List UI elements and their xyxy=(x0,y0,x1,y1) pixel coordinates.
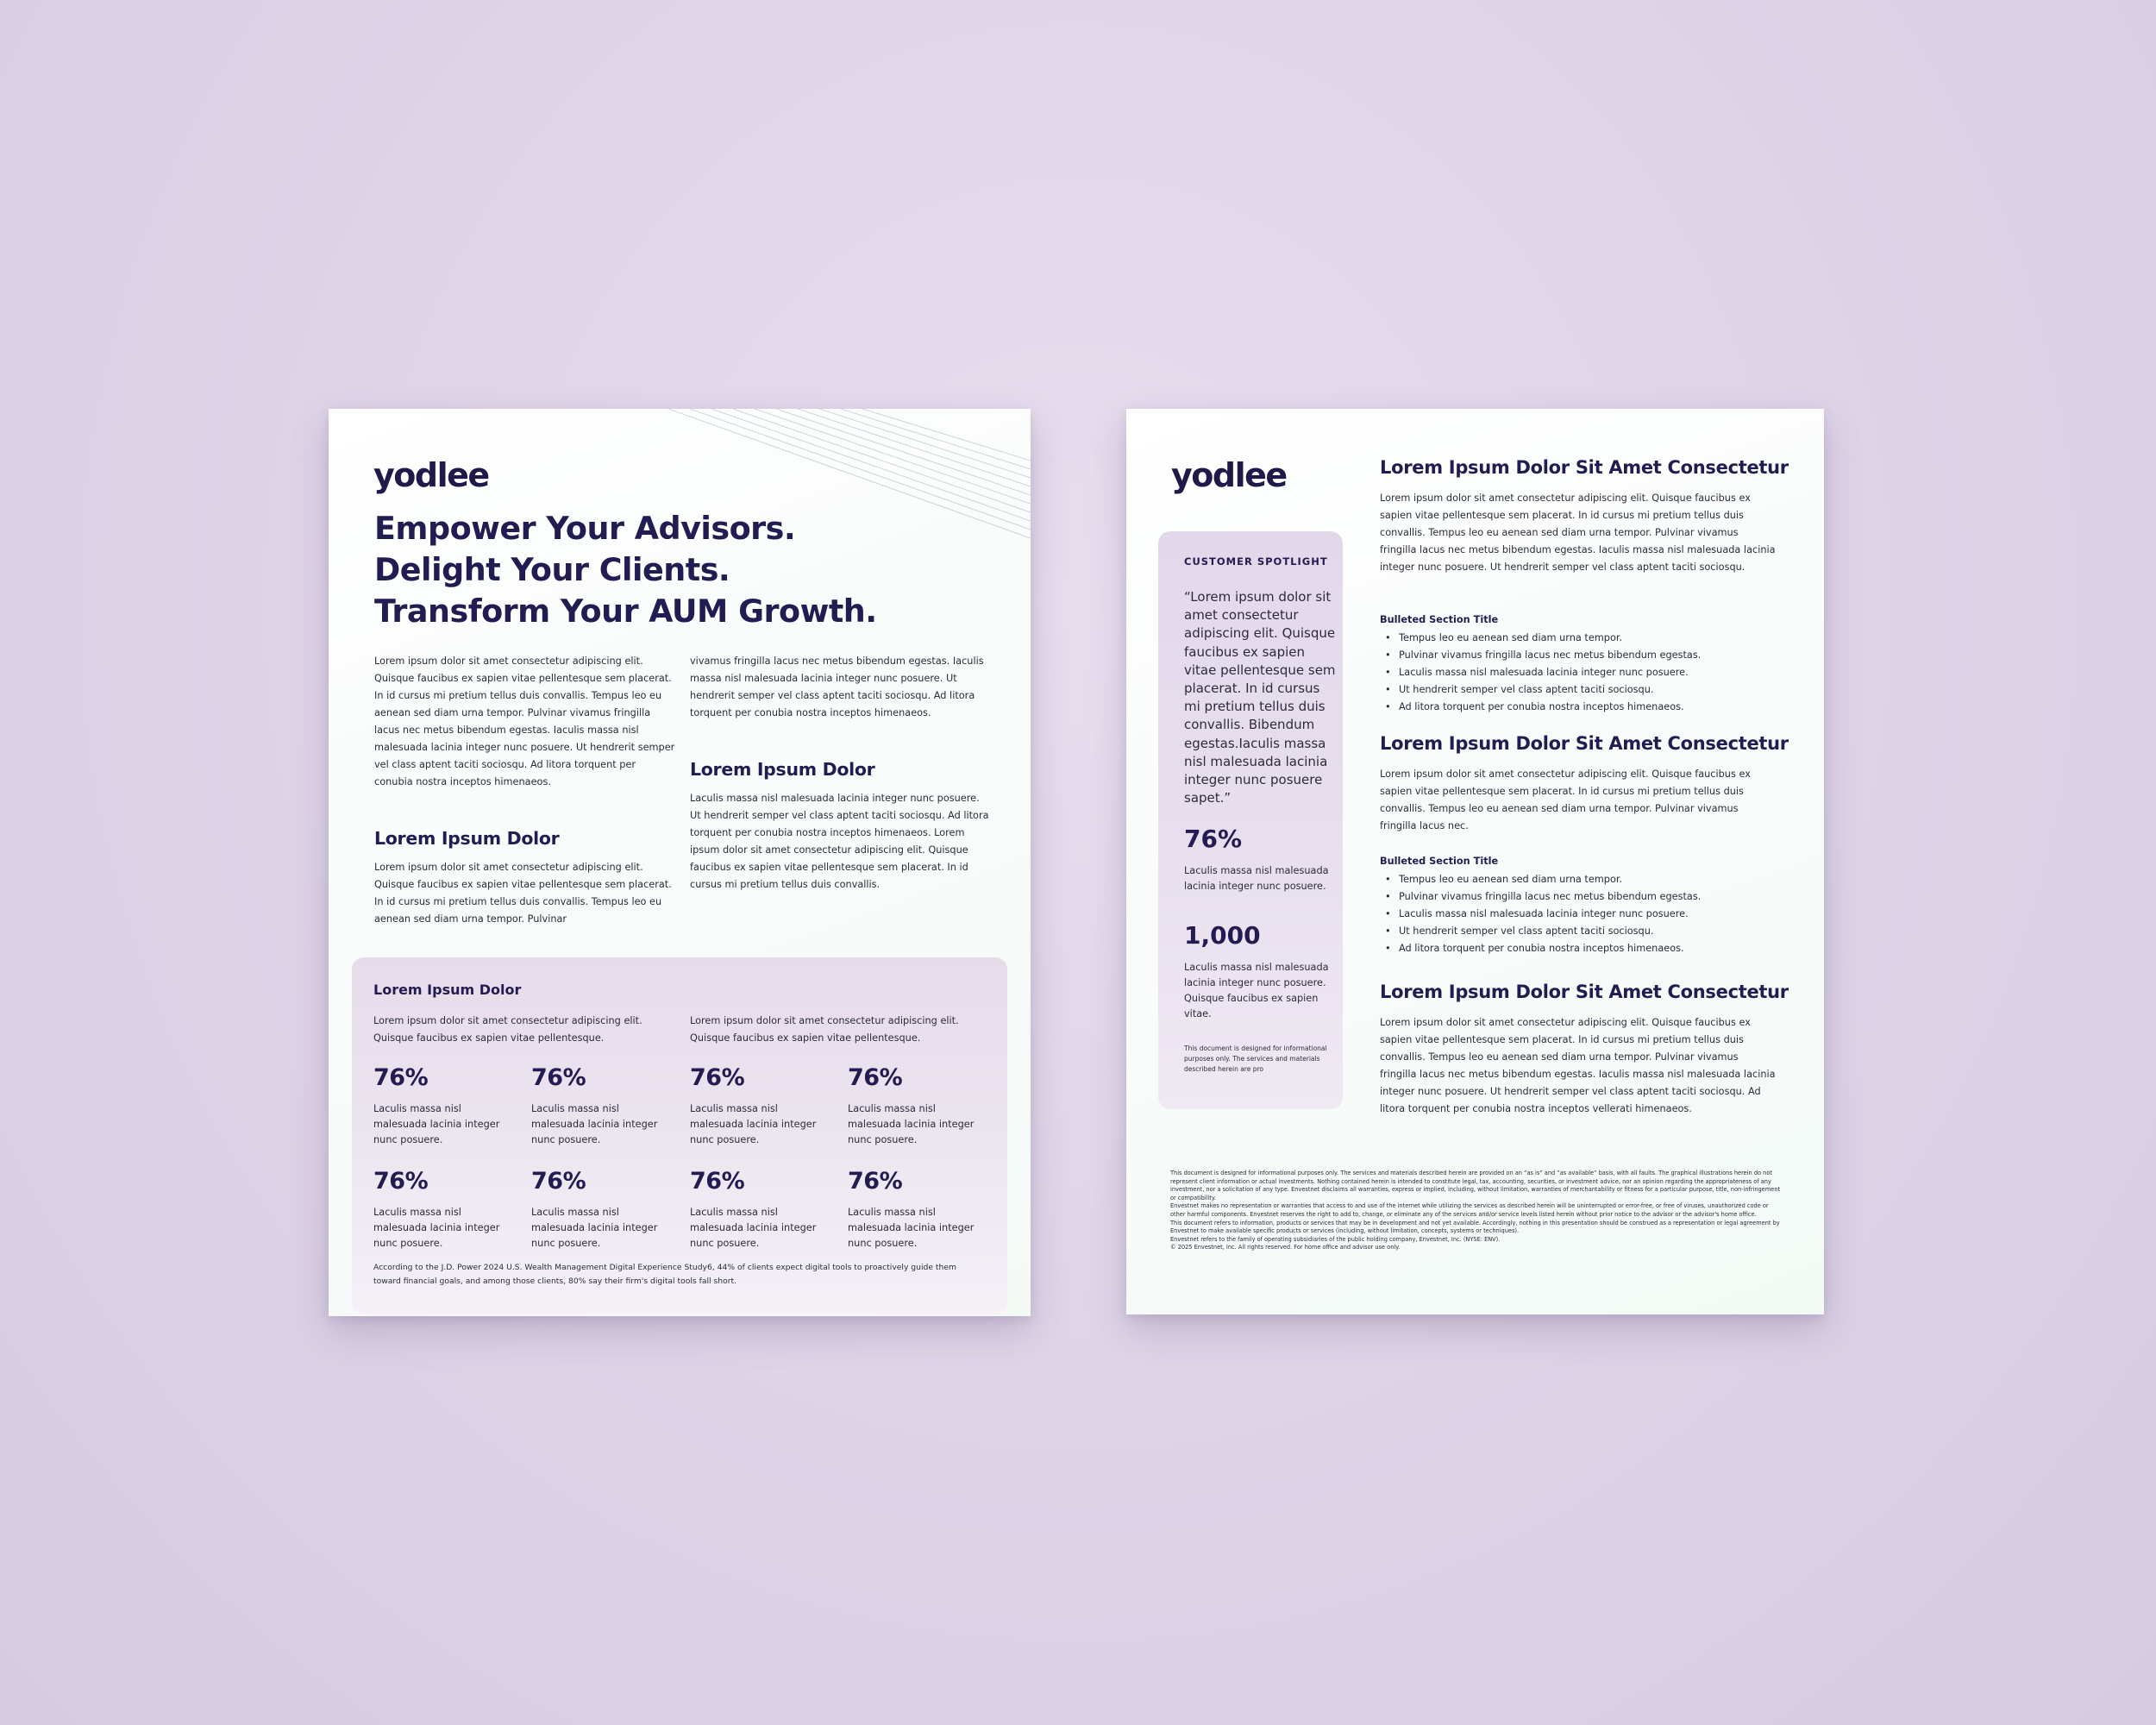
list-item: • Pulvinar vivamus fringilla lacus nec metus bibendum egestas. xyxy=(1383,647,1780,664)
stats-intro-left: Lorem ipsum dolor sit amet consectetur adipiscing elit. Quisque faucibus ex sapien vitae pellentesque. xyxy=(373,1015,642,1044)
page-headline xyxy=(374,508,926,632)
stat-item xyxy=(690,1064,819,1148)
section-paragraph: Lorem ipsum dolor sit amet consectetur adipiscing elit. Quisque faucibus ex sapien vitae pellentesque sem placerat. In id cursus mi pretium tellus duis convallis. Tempus leo eu aenean sed diam urna tempor. Pulvinar xyxy=(374,862,672,925)
list-item: • Pulvinar vivamus fringilla lacus nec metus bibendum egestas. xyxy=(1383,888,1780,906)
stat-label: Laculis massa nisl malesuada lacinia integer nunc posuere. xyxy=(690,1207,817,1249)
section-heading: Lorem Ipsum Dolor Sit Amet Consectetur xyxy=(1380,982,1789,1002)
stat-value: 76% xyxy=(690,1064,745,1091)
bulleted-section-title: Bulleted Section Title xyxy=(1380,856,1499,867)
stats-panel xyxy=(352,957,1007,1314)
stats-panel-title: Lorem Ipsum Dolor xyxy=(373,982,522,998)
stat-label: Laculis massa nisl malesuada lacinia integer nunc posuere. xyxy=(373,1103,500,1145)
stat-label: Laculis massa nisl malesuada lacinia integer nunc posuere. xyxy=(690,1103,817,1145)
stat-item xyxy=(531,1064,661,1148)
intro-paragraph-left: Lorem ipsum dolor sit amet consectetur adipiscing elit. Quisque faucibus ex sapien vitae pellentesque sem placerat. In id cursus mi pretium tellus duis convallis. Tempus leo eu aenean sed diam urna tempor. Pulvinar vivamus fringilla lacus nec metus bibendum egestas. Iaculis massa nisl malesuada lacinia integer nunc posuere. Ut hendrerit semper vel class aptent taciti sociosqu. Ad litora torquent per conubia nostra inceptos himenaeos. xyxy=(374,656,675,787)
stats-footnote: According to the J.D. Power 2024 U.S. Wealth Management Digital Experience Study6, 44% of clients expect digital tools to proactively guide them toward financial goals, and among those clients, 80% say their firm's digital tools fall short. xyxy=(373,1263,956,1286)
section-paragraph: Lorem ipsum dolor sit amet consectetur adipiscing elit. Quisque faucibus ex sapien vitae pellentesque sem placerat. In id cursus mi pretium tellus duis convallis. Tempus leo eu aenean sed diam urna tempor. Pulvinar vivamus fringilla lacus nec metus bibendum egestas. Iaculis massa nisl malesuada lacinia integer nunc posuere. Ut hendrerit semper vel class aptent taciti sociosqu. xyxy=(1380,492,1776,573)
stat-value: 76% xyxy=(373,1168,429,1195)
stat-item xyxy=(848,1168,977,1251)
stat-item xyxy=(531,1168,661,1251)
list-item: • Ut hendrerit semper vel class aptent taciti sociosqu. xyxy=(1383,681,1780,699)
section-paragraph: Laculis massa nisl malesuada lacinia integer nunc posuere. Ut hendrerit semper vel class aptent taciti sociosqu. Ad litora torquent per conubia nostra inceptos himenaeos. Lorem ipsum dolor sit amet consectetur adipiscing elit. Quisque faucibus ex sapien vitae pellentesque sem placerat. In id cursus mi pretium tellus duis convallis. xyxy=(690,793,989,890)
legal-paragraph: This document refers to information, products or services that may be in development and not yet available. Accordingly, nothing in this presentation should be construed as a representation or legal agreement by Envestnet to make available specific products or services (including, without limitation, concepts, systems or techniques). xyxy=(1170,1219,1780,1235)
stat-value: 76% xyxy=(690,1168,745,1195)
customer-spotlight-panel xyxy=(1158,531,1343,1109)
spotlight-fineprint: This document is designed for informational purposes only. The services and materials described herein are pro xyxy=(1184,1044,1327,1073)
stat-item xyxy=(373,1064,503,1148)
section-heading: Lorem Ipsum Dolor xyxy=(374,828,560,849)
spotlight-stat-value: 1,000 xyxy=(1184,921,1261,950)
stat-value: 76% xyxy=(373,1064,429,1091)
stat-label: Laculis massa nisl malesuada lacinia integer nunc posuere. xyxy=(848,1103,975,1145)
stat-item xyxy=(373,1168,503,1251)
list-item: • Tempus leo eu aenean sed diam urna tempor. xyxy=(1383,871,1780,888)
legal-paragraph: Envestnet refers to the family of operating subsidiaries of the public holding company, Envestnet, Inc. (NYSE: ENV). xyxy=(1170,1235,1501,1243)
stat-value: 76% xyxy=(531,1168,586,1195)
copyright-line: © 2025 Envestnet, Inc. All rights reserved. For home office and advisor use only. xyxy=(1170,1244,1401,1251)
legal-paragraph: Envestnet makes no representation or warranties that access to and use of the internet while utilizing the services as described herein will be uninterrupted or error-free, or free of viruses, unauthorized code or other harmful components. Envestnet reserves the right to add to, change, or eliminate any of the services and/or service levels listed herein without prior notice to the advisor or the advisor's home office. xyxy=(1170,1202,1769,1218)
list-item: • Ut hendrerit semper vel class aptent taciti sociosqu. xyxy=(1383,923,1780,940)
list-item: • Ad litora torquent per conubia nostra inceptos himenaeos. xyxy=(1383,940,1780,957)
intro-paragraph-right: vivamus fringilla lacus nec metus bibendum egestas. Iaculis massa nisl malesuada lacinia integer nunc posuere. Ut hendrerit semper vel class aptent taciti sociosqu. Ad litora torquent per conubia nostra inceptos himenaeos. xyxy=(690,656,984,718)
stat-item xyxy=(690,1168,819,1251)
yodlee-logo: yodlee xyxy=(373,456,489,494)
spotlight-stat-value: 76% xyxy=(1184,825,1243,853)
section-heading: Lorem Ipsum Dolor Sit Amet Consectetur xyxy=(1380,733,1789,754)
stat-value: 76% xyxy=(531,1064,586,1091)
list-item: • Laculis massa nisl malesuada lacinia integer nunc posuere. xyxy=(1383,906,1780,923)
spotlight-stat-label: Laculis massa nisl malesuada lacinia integer nunc posuere. xyxy=(1184,865,1329,892)
stat-label: Laculis massa nisl malesuada lacinia integer nunc posuere. xyxy=(373,1207,500,1249)
section-paragraph: Lorem ipsum dolor sit amet consectetur adipiscing elit. Quisque faucibus ex sapien vitae pellentesque sem placerat. In id cursus mi pretium tellus duis convallis. Tempus leo eu aenean sed diam urna tempor. Pulvinar vivamus fringilla lacus nec. xyxy=(1380,768,1751,831)
section-heading: Lorem Ipsum Dolor Sit Amet Consectetur xyxy=(1380,457,1789,478)
section-heading: Lorem Ipsum Dolor xyxy=(690,759,875,780)
list-item: • Tempus leo eu aenean sed diam urna tempor. xyxy=(1383,630,1780,647)
stat-item xyxy=(848,1064,977,1148)
stat-value: 76% xyxy=(848,1168,903,1195)
bullet-list xyxy=(1383,630,1780,716)
headline-line-1: Empower Your Advisors. xyxy=(374,510,796,547)
stats-intro-right: Lorem ipsum dolor sit amet consectetur adipiscing elit. Quisque faucibus ex sapien vitae pellentesque. xyxy=(690,1015,959,1044)
legal-disclaimer xyxy=(1170,1170,1783,1252)
list-item: • Laculis massa nisl malesuada lacinia integer nunc posuere. xyxy=(1383,664,1780,681)
stat-value: 76% xyxy=(848,1064,903,1091)
list-item: • Ad litora torquent per conubia nostra inceptos himenaeos. xyxy=(1383,699,1780,716)
bulleted-section-title: Bulleted Section Title xyxy=(1380,614,1499,625)
headline-line-3: Transform Your AUM Growth. xyxy=(374,593,877,630)
headline-line-2: Delight Your Clients. xyxy=(374,551,730,588)
stat-label: Laculis massa nisl malesuada lacinia integer nunc posuere. xyxy=(848,1207,975,1249)
bullet-list xyxy=(1383,871,1780,957)
spotlight-stat-label: Laculis massa nisl malesuada lacinia integer nunc posuere. Quisque faucibus ex sapien vitae. xyxy=(1184,962,1329,1019)
brochure-page-back xyxy=(1126,409,1824,1314)
stat-label: Laculis massa nisl malesuada lacinia integer nunc posuere. xyxy=(531,1103,658,1145)
yodlee-logo: yodlee xyxy=(1171,456,1287,494)
spotlight-quote: “Lorem ipsum dolor sit amet consectetur adipiscing elit. Quisque faucibus ex sapien vitae pellentesque sem placerat. In id cursus mi pretium tellus duis convallis. Bibendum egestas.Iaculis massa nisl malesuada lacinia integer nunc posuere sapet.” xyxy=(1184,589,1336,806)
section-paragraph: Lorem ipsum dolor sit amet consectetur adipiscing elit. Quisque faucibus ex sapien vitae pellentesque sem placerat. In id cursus mi pretium tellus duis convallis. Tempus leo eu aenean sed diam urna tempor. Pulvinar vivamus fringilla lacus nec metus bibendum egestas. Iaculis massa nisl malesuada lacinia integer nunc posuere. Ut hendrerit semper vel class aptent taciti sociosqu. Ad litora torquent per conubia nostra inceptos vellerati himenaeos. xyxy=(1380,1017,1776,1114)
brochure-page-front xyxy=(329,409,1031,1316)
legal-paragraph: This document is designed for informational purposes only. The services and materials described herein are provided on an “as is” and “as available” basis, with all faults. The graphical illustrations herein do not represent client information or actual investments. Nothing contained herein is intended to constitute legal, tax, accounting, securities, or investment advice, nor an opinion regarding the appropriateness of any investment, nor a solicitation of any type. Envestnet disclaims all warranties, express or implied, including, without limitation, warranties of merchantability or fitness for a particular purpose, title, non-infringement or compatibility. xyxy=(1170,1170,1781,1201)
spotlight-kicker: CUSTOMER SPOTLIGHT xyxy=(1184,555,1328,568)
stat-label: Laculis massa nisl malesuada lacinia integer nunc posuere. xyxy=(531,1207,658,1249)
